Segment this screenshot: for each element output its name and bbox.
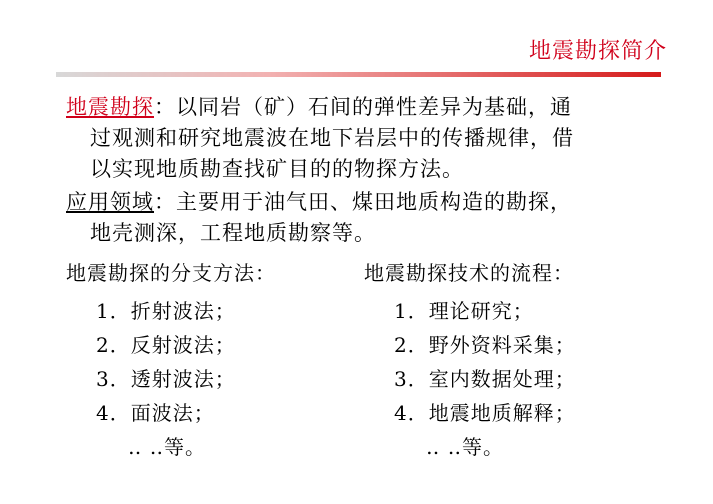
list-item: 4．面波法；	[96, 401, 215, 425]
workflow-column	[364, 258, 576, 464]
methods-list	[66, 294, 276, 464]
applications-separator: ：	[154, 190, 176, 214]
definition-line-2: 过观测和研究地震波在地下岩层中的传播规律，借	[90, 126, 574, 150]
applications-line-1	[66, 187, 658, 218]
definition-paragraph	[66, 92, 658, 185]
list-item-etc: ‥ ‥等。	[128, 435, 207, 459]
methods-heading: 地震勘探的分支方法：	[66, 261, 276, 285]
workflow-list	[364, 294, 576, 464]
applications-term: 应用领域	[66, 190, 154, 214]
list-item: 3．透射波法；	[96, 367, 236, 391]
list-item: 1．折射波法；	[96, 299, 236, 323]
applications-line-2: 地壳测深，工程地质勘察等。	[90, 221, 376, 245]
list-item: 2．反射波法；	[96, 333, 236, 357]
slide-title: 地震勘探简介	[528, 39, 667, 64]
definition-line-3: 以实现地质勘查找矿目的的物探方法。	[90, 157, 464, 181]
applications-text-1: 主要用于油气田、煤田地质构造的勘探，	[176, 190, 572, 214]
list-item: 1．理论研究；	[394, 299, 534, 323]
workflow-heading: 地震勘探技术的流程：	[364, 261, 574, 285]
methods-column	[66, 258, 276, 464]
definition-separator: ：	[154, 95, 176, 119]
title-divider	[56, 72, 661, 77]
applications-paragraph	[66, 187, 658, 249]
definition-text-1: 以同岩（矿）石间的弹性差异为基础，通	[176, 95, 572, 119]
list-item-etc: ‥ ‥等。	[426, 435, 505, 459]
definition-term: 地震勘探	[66, 95, 154, 119]
list-item: 2．野外资料采集；	[394, 333, 576, 357]
list-item: 4．地震地质解释；	[394, 401, 576, 425]
definition-line-1	[66, 92, 658, 123]
list-item: 3．室内数据处理；	[394, 367, 576, 391]
